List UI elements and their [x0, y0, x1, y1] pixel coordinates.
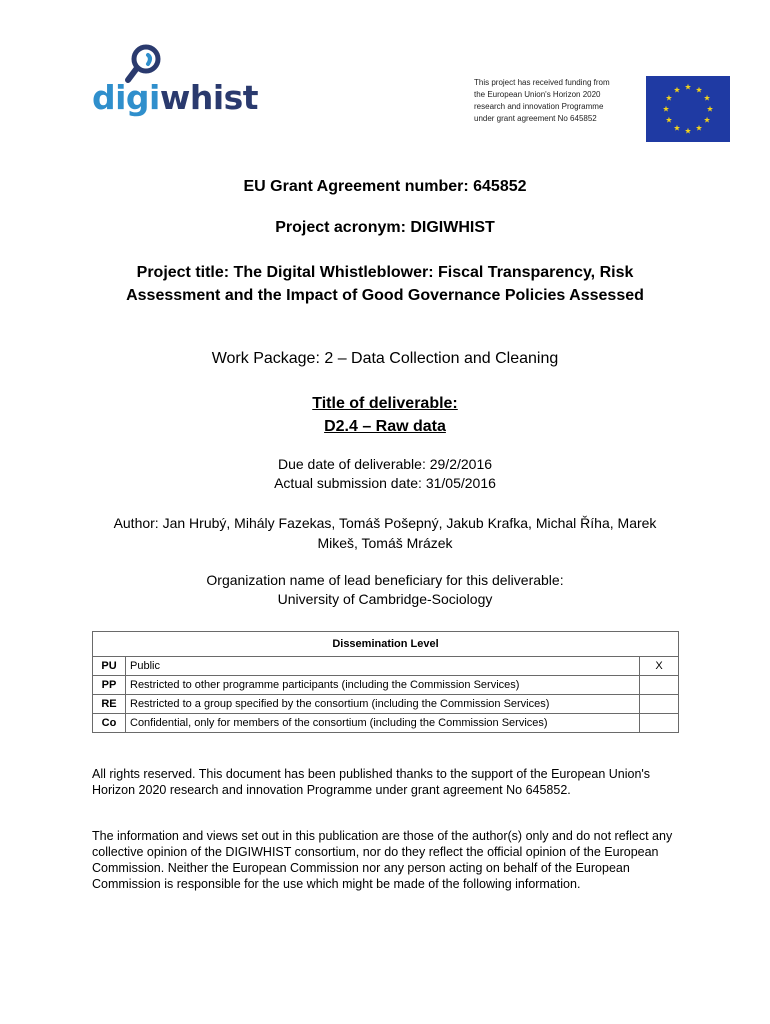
table-row [93, 676, 679, 695]
funding-line: the European Union's Horizon 2020 [474, 90, 601, 99]
work-package: Work Package: 2 – Data Collection and Cleaning [211, 350, 559, 367]
table-row [93, 714, 679, 733]
funding-line: This project has received funding from [474, 78, 610, 87]
level-mark [640, 695, 679, 714]
deliverable-heading: Title of deliverable: [312, 395, 458, 412]
table-header-row [93, 632, 679, 657]
dissemination-table [92, 631, 679, 733]
level-code: PU [93, 657, 126, 676]
table-row [93, 695, 679, 714]
eu-flag-icon [646, 76, 730, 142]
funding-statement [474, 77, 644, 125]
org-name: University of Cambridge-Sociology [277, 591, 493, 607]
level-description: Restricted to a group specified by the consortium (including the Commission Services) [126, 695, 640, 714]
digiwhist-logo [92, 42, 262, 122]
submission-date: Actual submission date: 31/05/2016 [274, 475, 496, 491]
level-description: Public [126, 657, 640, 676]
org-label: Organization name of lead beneficiary for this deliverable: [206, 572, 564, 588]
authors: Author: Jan Hrubý, Mihály Fazekas, Tomáš Pošepný, Jakub Krafka, Michal Říha, Marek Mikeš, Tomáš Mrázek [113, 515, 657, 551]
level-mark [640, 714, 679, 733]
deliverable-dates [0, 455, 770, 493]
due-date: Due date of deliverable: 29/2/2016 [277, 456, 493, 472]
logo-whist: whist [159, 78, 259, 117]
logo-wordmark [92, 78, 258, 118]
level-mark: X [640, 657, 679, 676]
grant-agreement-number: EU Grant Agreement number: 645852 [243, 178, 527, 195]
project-title: Project title: The Digital Whistleblower: Fiscal Transparency, Risk Assessment and the Impact of Good Governance Policies Assessed [126, 264, 644, 304]
dissemination-title: Dissemination Level [93, 632, 679, 657]
level-mark [640, 676, 679, 695]
project-acronym: Project acronym: DIGIWHIST [275, 219, 495, 236]
deliverable-name: D2.4 – Raw data [324, 418, 446, 435]
level-code: RE [93, 695, 126, 714]
level-code: PP [93, 676, 126, 695]
funding-line: under grant agreement No 645852 [474, 114, 597, 123]
rights-paragraph: All rights reserved. This document has been published thanks to the support of the European Union's Horizon 2020 research and innovation Programme under grant agreement No 645852. [92, 767, 651, 797]
level-code: Co [93, 714, 126, 733]
disclaimer-paragraph: The information and views set out in this publication are those of the author(s) only and do not reflect any collective opinion of the DIGIWHIST consortium, nor do they reflect the official opinion of the European Commission. Neither the European Commission nor any person acting on behalf of the European Commission is responsible for the use which might be made of the following information. [92, 829, 673, 891]
table-row [93, 657, 679, 676]
level-description: Confidential, only for members of the consortium (including the Commission Services) [126, 714, 640, 733]
level-description: Restricted to other programme participants (including the Commission Services) [126, 676, 640, 695]
lead-beneficiary [0, 571, 770, 609]
deliverable-title [0, 392, 770, 438]
funding-line: research and innovation Programme [474, 102, 604, 111]
logo-digi: digi [92, 78, 160, 117]
